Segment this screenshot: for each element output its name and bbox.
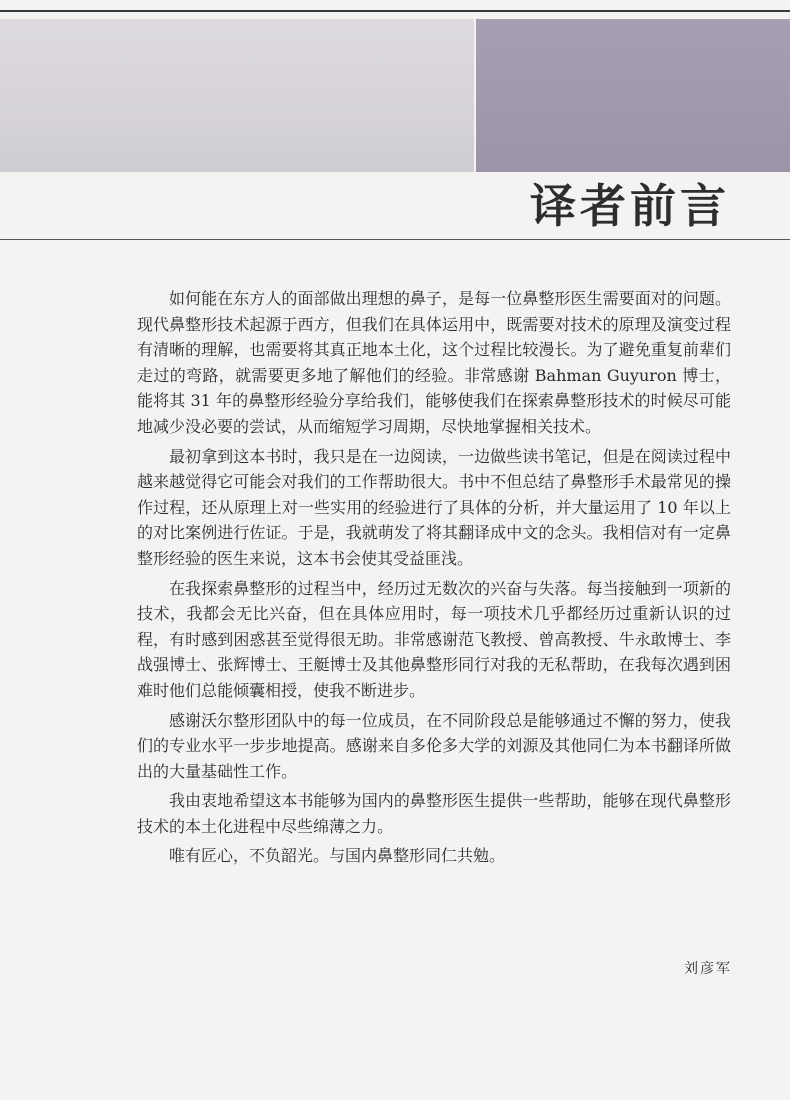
paragraph-6: 唯有匠心，不负韶光。与国内鼻整形同仁共勉。: [169, 846, 506, 866]
paragraph-3: 在我探索鼻整形的过程当中，经历过无数次的兴奋与失落。每当接触到一项新的技术，我都会无比兴奋，但在具体应用时，每一项技术几乎都经历过重新认识的过程，有时感到困惑甚至觉得很无助。非常感谢范飞教授、曾高教授、牛永敢博士、李战强博士、张辉博士、王艇博士及其他鼻整形同行对我的无私帮助，在我每次遇到困难时他们总能倾囊相授，使我不断进步。: [137, 578, 731, 700]
top-rule: [0, 10, 790, 12]
title-rule: [0, 239, 790, 240]
paragraph-4: 感谢沃尔整形团队中的每一位成员，在不同阶段总是能够通过不懈的努力，使我们的专业水平一步步地提高。感谢来自多伦多大学的刘源及其他同仁为本书翻译所做出的大量基础性工作。: [137, 710, 731, 781]
paragraph-2: 最初拿到这本书时，我只是在一边阅读，一边做些读书笔记，但是在阅读过程中越来越觉得它可能会对我们的工作帮助很大。书中不但总结了鼻整形手术最常见的操作过程，还从原理上对一些实用的经验进行了具体的分析，并大量运用了 10 年以上的对比案例进行佐证。于是，我就萌发了将其翻译成中文的念头。我相信对有一定鼻整形经验的医生来说，这本书会使其受益匪浅。: [137, 446, 731, 568]
header-band-right: [476, 19, 790, 172]
translator-signature: 刘彦军: [684, 961, 732, 977]
paragraph-5: 我由衷地希望这本书能够为国内的鼻整形医生提供一些帮助，能够在现代鼻整形技术的本土化进程中尽些绵薄之力。: [137, 791, 731, 836]
page-title: 译者前言: [530, 179, 730, 233]
paragraph-1: 如何能在东方人的面部做出理想的鼻子，是每一位鼻整形医生需要面对的问题。现代鼻整形技术起源于西方，但我们在具体运用中，既需要对技术的原理及演变过程有清晰的理解，也需要将其真正地本土化，这个过程比较漫长。为了避免重复前辈们走过的弯路，就需要更多地了解他们的经验。非常感谢 Bahman Guyuron 博士，能将其 31 年的鼻整形经验分享给我们，能够使我们在探索鼻整形技术的时候尽可能地减少没必要的尝试，从而缩短学习周期，尽快地掌握相关技术。: [137, 289, 731, 436]
preface-body: [137, 286, 731, 869]
header-band-left: [0, 19, 474, 172]
